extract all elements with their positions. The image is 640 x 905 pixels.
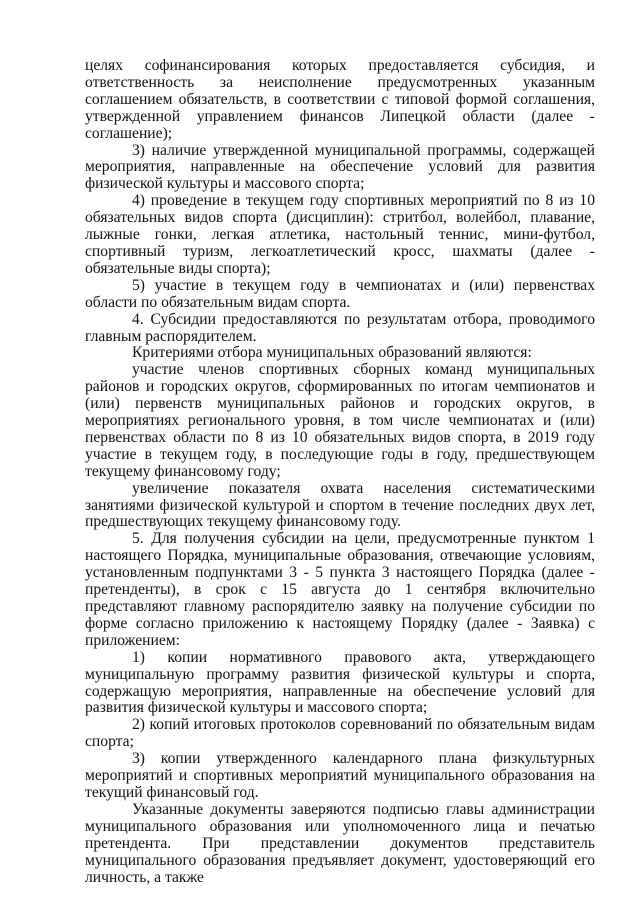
document-page bbox=[85, 58, 595, 886]
paragraph-6: Критериями отбора муниципальных образований являются: bbox=[132, 344, 532, 362]
paragraph-12: 3) копии утвержденного календарного плана физкультурных мероприятий и спортивных мероприятий муниципального образования на текущий финансовый год. bbox=[85, 750, 595, 801]
paragraph-13: Указанные документы заверяются подписью главы администрации муниципального образования или уполномоченного лица и печатью претендента. При представлении документов представитель муниципального образования предъявляет документ, удостоверяющий его личность, а также bbox=[85, 800, 595, 886]
paragraph-10: 1) копии нормативного правового акта, утверждающего муниципальную программу развития физической культуры и спорта, содержащую мероприятия, направленные на обеспечение условий для развития физической культуры и массового спорта; bbox=[85, 648, 595, 717]
paragraph-7: участие членов спортивных сборных команд муниципальных районов и городских округов, сформированных по итогам чемпионатов и (или) первенств муниципальных районов и городских округов, в мероприятиях регионального уровня, в том числе чемпионатах и (или) первенствах области по 8 из 10 обязательных видов спорта, в 2019 году участие в текущем году, в последующие годы в году, предшествующем текущему финансовому году; bbox=[85, 361, 595, 480]
paragraph-3: 4) проведение в текущем году спортивных мероприятий по 8 из 10 обязательных видов спорта (дисциплин): стритбол, волейбол, плавание, лыжные гонки, легкая атлетика, настольный теннис, мини-футбол, спортивный туризм, легкоатлетический кросс, шахматы (далее - обязательные виды спорта); bbox=[85, 192, 595, 277]
paragraph-8: увеличение показателя охвата населения систематическими занятиями физической культурой и спортом в течение последних двух лет, предшествующих текущему финансовому году. bbox=[85, 479, 595, 531]
paragraph-1: целях софинансирования которых предоставляется субсидия, и ответственность за неисполнение предусмотренных указанным соглашением обязательств, в соответствии с типовой формой соглашения, утвержденной управлением финансов Липецкой области (далее - соглашение); bbox=[85, 57, 595, 142]
paragraph-5: 4. Субсидии предоставляются по результатам отбора, проводимого главным распорядителем. bbox=[85, 310, 595, 345]
paragraph-2: 3) наличие утвержденной муниципальной программы, содержащей мероприятия, направленные на обеспечение условий для развития физической культуры и массового спорта; bbox=[85, 141, 595, 193]
paragraph-4: 5) участие в текущем году в чемпионатах и (или) первенствах области по обязательным видам спорта. bbox=[85, 276, 595, 311]
paragraph-11: 2) копий итоговых протоколов соревнований по обязательным видам спорта; bbox=[85, 716, 595, 751]
paragraph-9: 5. Для получения субсидии на цели, предусмотренные пунктом 1 настоящего Порядка, муниципальные образования, отвечающие условиям, установленным подпунктами 3 - 5 пункта 3 настоящего Порядка (далее - претенденты), в срок с 15 августа до 1 сентября включительно представляют главному распорядителю заявку на получение субсидии по форме согласно приложению к настоящему Порядку (далее - Заявка) с приложением: bbox=[85, 530, 595, 649]
